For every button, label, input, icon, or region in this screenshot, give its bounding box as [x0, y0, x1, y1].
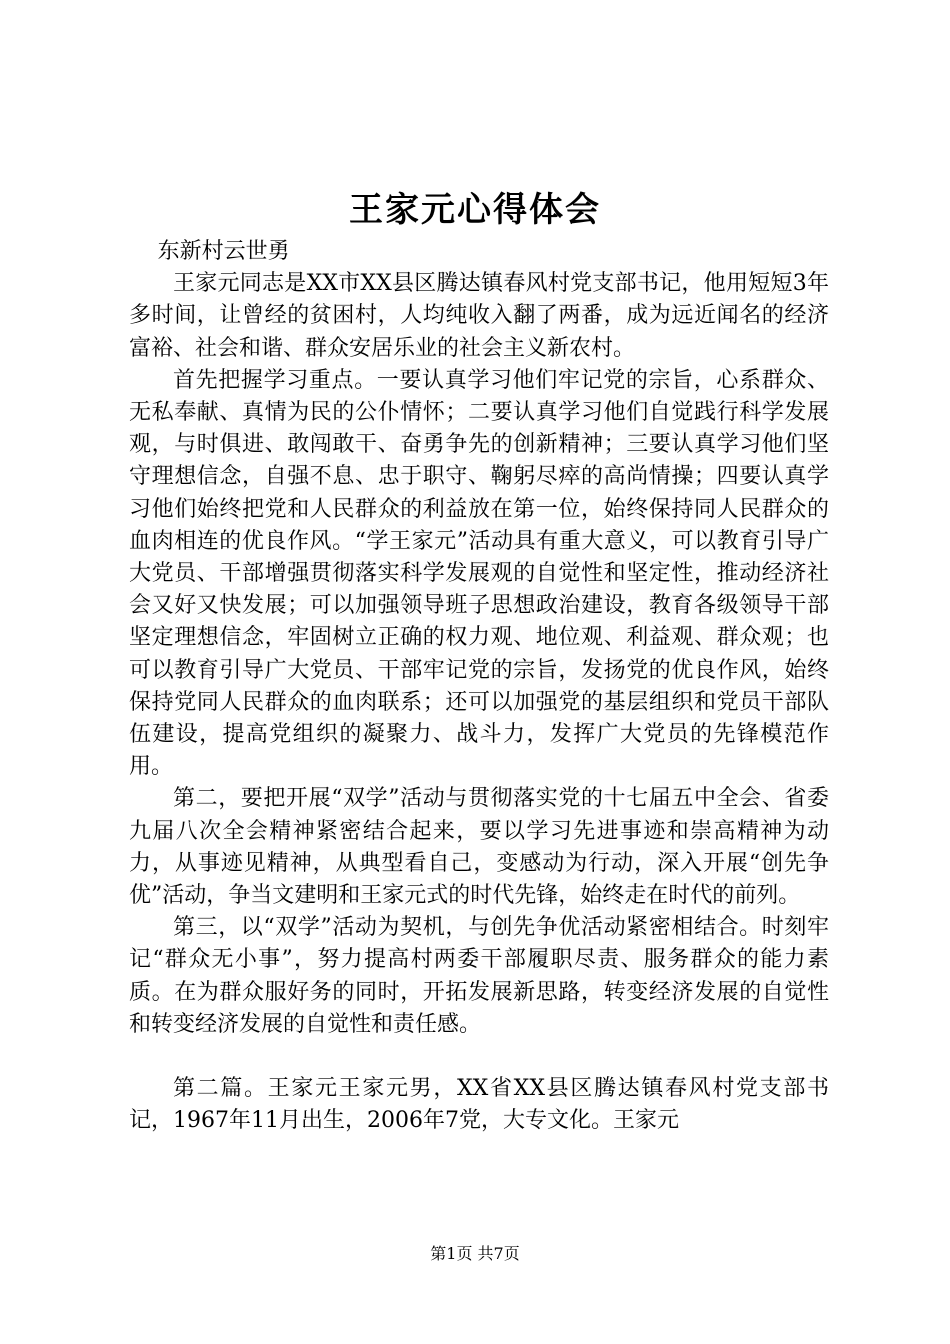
author-line: 东新村云世勇 — [157, 239, 290, 264]
paragraph-third: 第三，以“双学”活动为契机，与创先争优活动紧密相结合。时刻牢记“群众无小事”，努力提高村两委干部履职尽责、服务群众的能力素质。在为群众服好务的同时，开拓发展新思路，转变经济发展的自觉性和转变经济发展的自觉性和责任感。 — [129, 915, 829, 1037]
paragraph-second: 第二，要把开展“双学”活动与贯彻落实党的十七届五中全会、省委九届八次全会精神紧密结合起来，要以学习先进事迹和崇高精神为动力，从事迹见精神，从典型看自己，变感动为行动，深入开展“创先争优”活动，争当文建明和王家元式的时代先锋，始终走在时代的前列。 — [129, 786, 829, 909]
document-body — [129, 236, 829, 1137]
page-number: 第1页 共7页 — [430, 1244, 520, 1263]
document-title: 王家元心得体会 — [349, 190, 601, 230]
paragraph-second-part: 第二篇。王家元王家元男，XX省XX县区腾达镇春风村党支部书记，1967年11月出生，2006年7党，大专文化。王家元 — [129, 1076, 829, 1134]
paragraph-study-focus: 首先把握学习重点。一要认真学习他们牢记党的宗旨，心系群众、无私奉献、真情为民的公仆情怀；二要认真学习他们自觉践行科学发展观，与时俱进、敢闯敢干、奋勇争先的创新精神；三要认真学习他们坚守理想信念，自强不息、忠于职守、鞠躬尽瘁的高尚情操；四要认真学习他们始终把党和人民群众的利益放在第一位，始终保持同人民群众的血肉相连的优良作风。“学王家元”活动具有重大意义，可以教育引导广大党员、干部增强贯彻落实科学发展观的自觉性和坚定性，推动经济社会又好又快发展；可以加强领导班子思想政治建设，教育各级领导干部坚定理想信念，牢固树立正确的权力观、地位观、利益观、群众观；也可以教育引导广大党员、干部牢记党的宗旨，发扬党的优良作风，始终保持党同人民群众的血肉联系；还可以加强党的基层组织和党员干部队伍建设，提高党组织的凝聚力、战斗力，发挥广大党员的先锋模范作用。 — [129, 367, 829, 780]
paragraph-intro: 王家元同志是XX市XX县区腾达镇春风村党支部书记，他用短短3年多时间，让曾经的贫困村，人均纯收入翻了两番，成为远近闻名的经济富裕、社会和谐、群众安居乐业的社会主义新农村。 — [129, 271, 829, 361]
